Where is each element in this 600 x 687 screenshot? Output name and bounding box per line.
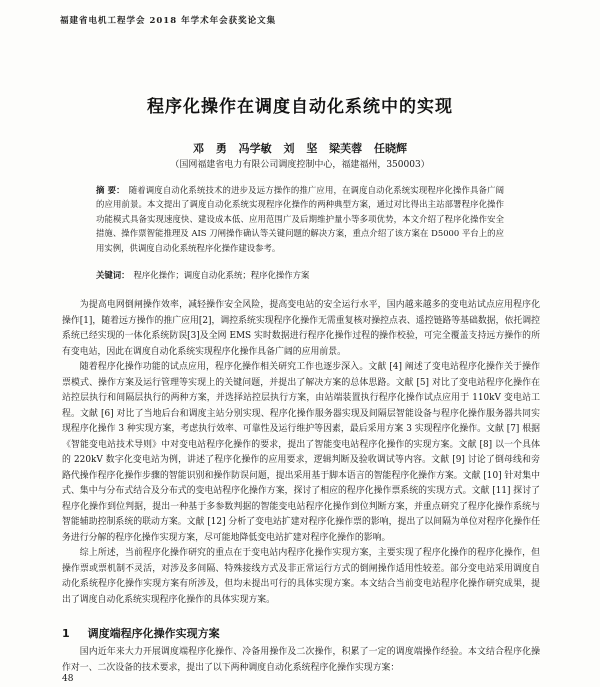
section-number: 1 — [62, 627, 70, 640]
abstract — [96, 183, 504, 255]
body-paragraph: 综上所述，当前程序化操作研究的重点在于变电站内程序化操作实现方案，主要实现了程序化操作的程序化操作，但操作票或票机制不灵活，对涉及多间隔、特殊接线方式及非正常运行方式的倒闸操作适用性较差。部分变电站采用调度自动化系统程序化操作实现方案有所涉及，但均未提出可行的具体实现方案。本文结合当前变电站程序化操作研究成果，提出了调度自动化系统实现程序化操作的具体实现方案。 — [62, 548, 540, 605]
section-body — [62, 645, 540, 676]
paper-title: 程序化操作在调度自动化系统中的实现 — [147, 97, 453, 117]
page-number: 48 — [62, 674, 74, 684]
keywords-text: 程序化操作；调度自动化系统；程序化操作方案 — [133, 270, 310, 280]
abstract-label: 摘 要： — [96, 185, 125, 195]
keywords-label: 关键词： — [96, 270, 130, 280]
introduction-body — [62, 298, 540, 608]
section-title: 调度端程序化操作实现方案 — [87, 627, 220, 640]
body-paragraph: 为提高电网倒闸操作效率，减轻操作安全风险，提高变电站的安全运行水平，国内越来越多的变电站试点应用程序化操作[1]，随着远方操作的推广应用[2]，调控系统实现程序化操作无需重复核对操控点表、遥控链路等基础数据，依托调控系统已经实现的一体化系统防误[3]及全网 EMS 实时数据进行程序化操作过程的操作校验，可完全覆盖支持远方操作的所有变电站，因此在调度自动化系统实现程序化操作具备广阔的应用前景。 — [62, 300, 540, 357]
running-header: 福建省电机工程学会 2018 年学术年会获奖论文集 — [60, 16, 277, 26]
keywords — [96, 269, 504, 282]
section-heading — [62, 625, 220, 641]
author-affiliation: （国网福建省电力有限公司调度控制中心，福建福州，350003） — [170, 160, 430, 170]
body-paragraph: 随着程序化操作功能的试点应用，程序化操作相关研究工作也逐步深入。文献 [4] 阐述了变电站程序化操作关于操作票模式、操作方案及运行管理等实现上的关键问题，并提出了解决方案的总体思路。文献 [5] 对比了变电站程序化操作在站控层执行和间隔层执行的两种方案，并选择站控层执行方案，由站端装置执行程序化操作试点应用于 110kV 变电站工程。文献 [6] 对比了当地后台和调度主站分别实现、程序化操作服务器实现及间隔层智能设备与程序化操作服务器共同实现程序化操作 3 种实现方案，考虑执行效率、可靠性及运行维护等因素，最后采用方案 3 实现程序化操作。文献 [7] 根据《智能变电站技术导则》中对变电站程序化操作的要求，提出了智能变电站程序化操作的实现方案。文献 [8] 以一个具体的 220kV 数字化变电站为例，讲述了程序化操作的应用要求，逻辑判断及验收调试等内容。文献 [9] 讨论了倒母线和旁路代操作程序化操作步骤的智能识别和操作防误问题，提出采用基于脚本语言的智能程序化操作方案。文献 [10] 针对集中式、集中与分布式结合及分布式的变电站程序化操作方案，探讨了相应的程序化操作票系统的实现方式。文献 [11] 探讨了程序化操作到位判据，提出一种基于多参数判据的智能变电站程序化操作到位判断方案，并重点研究了程序化操作系统与智能辅助控制系统的联动方案。文献 [12] 分析了变电站扩建对程序化操作票的影响，提出了以间隔为单位对程序化操作任务进行分解的程序化操作实现方案，尽可能地降低变电站扩建对程序化操作的影响。 — [62, 362, 540, 543]
author-list: 邓 勇 冯学敏 刘 坚 梁芙蓉 任晓辉 — [193, 142, 407, 155]
section-paragraph: 国内近年来大力开展调度端程序化操作、冷备用操作及二次操作，积累了一定的调度端操作经验。本文结合程序化操作对一、二次设备的技术要求，提出了以下两种调度自动化系统程序化操作实现方案： — [62, 647, 540, 673]
abstract-text: 随着调度自动化系统技术的进步及远方操作的推广应用，在调度自动化系统实现程序化操作具备广阔的应用前景。本文提出了调度自动化系统实现程序化操作的两种典型方案，通过对比得出主站部署程序化操作功能模式具备实现速度快、建设成本低、应用范围广及后期维护量小等多项优势，本文介绍了程序化操作安全措施、操作票智能推理及 AIS 刀闸操作确认等关键问题的解决方案，重点介绍了该方案在 D5000 平台上的应用实例，供调度自动化系统程序化操作建设参考。 — [96, 185, 505, 253]
